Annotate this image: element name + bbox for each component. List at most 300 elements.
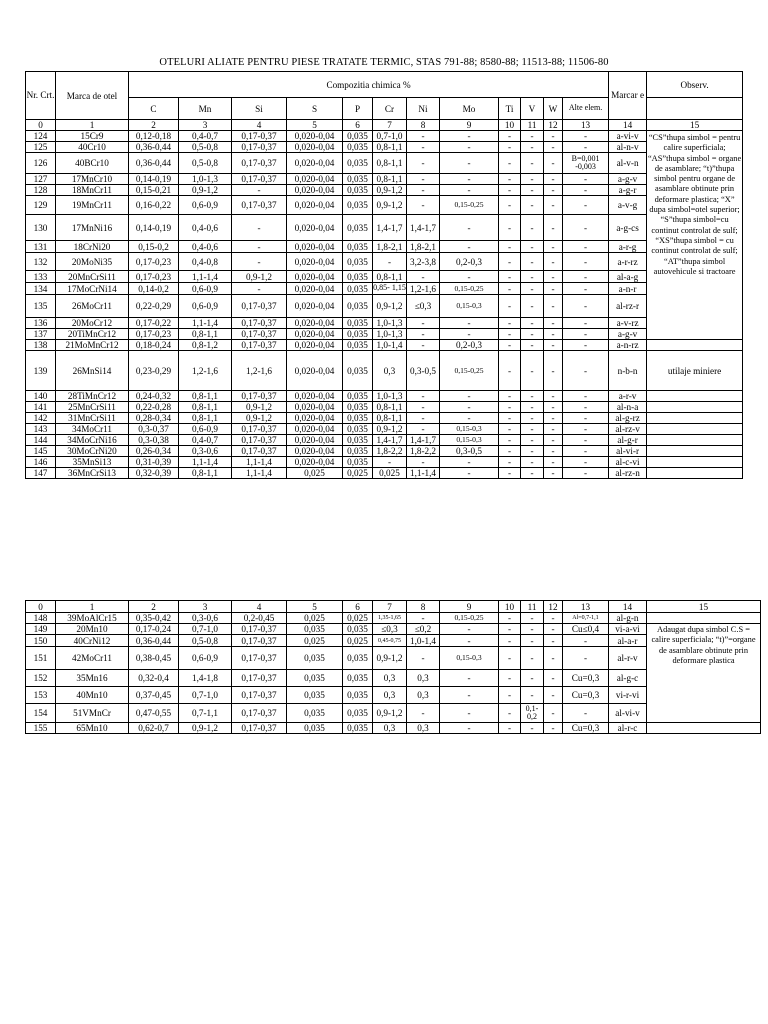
table-cell: 0,035	[287, 670, 343, 687]
table-cell: 0,035	[287, 723, 343, 734]
table-cell: 0,035	[343, 647, 373, 670]
table-cell: 150	[26, 635, 56, 647]
table-cell: 1,4-1,7	[407, 435, 440, 446]
column-number: 9	[440, 601, 499, 613]
table-cell: 0,035	[343, 253, 373, 271]
column-number: 10	[499, 601, 521, 613]
table-cell: -	[544, 340, 563, 351]
table-cell: -	[521, 153, 544, 174]
table-cell: 0,035	[343, 185, 373, 196]
table-cell: ≤0,3	[373, 624, 407, 635]
column-number: 0	[26, 120, 56, 131]
table-cell: -	[440, 271, 499, 283]
table-cell: 20Mn10	[56, 624, 129, 635]
table-cell: 0,020-0,04	[287, 196, 343, 215]
table-cell: -	[407, 413, 440, 424]
table-cell: -	[563, 185, 609, 196]
table-row	[26, 131, 743, 142]
table-row	[26, 391, 743, 402]
table-cell: 0,15-0,25	[440, 283, 499, 295]
table-cell: 145	[26, 446, 56, 457]
column-number: 15	[647, 601, 761, 613]
table-row	[26, 142, 743, 153]
table-cell: 0,4-0,6	[179, 215, 232, 241]
table-cell: -	[407, 185, 440, 196]
table-cell: 0,17-0,23	[129, 271, 179, 283]
table-cell: 0,85- 1,15	[373, 283, 407, 295]
table-cell: 139	[26, 351, 56, 391]
column-number: 9	[440, 120, 499, 131]
table-cell: 131	[26, 241, 56, 253]
table-cell: 154	[26, 704, 56, 723]
table-cell: -	[499, 351, 521, 391]
table-cell: -	[440, 153, 499, 174]
table-cell: 0,020-0,04	[287, 142, 343, 153]
table-cell: -	[521, 318, 544, 329]
table-cell: 0,025	[287, 468, 343, 479]
table-cell: -	[232, 253, 287, 271]
table-cell: -	[440, 704, 499, 723]
table-cell: -	[521, 131, 544, 142]
table-cell: -	[499, 446, 521, 457]
table-cell: a-r-rz	[609, 253, 647, 271]
table-row	[26, 468, 743, 479]
header-marca: Marca de otel	[56, 72, 129, 120]
table-cell: 0,9-1,2	[373, 424, 407, 435]
table-cell: 136	[26, 318, 56, 329]
table-cell: -	[440, 413, 499, 424]
table-row	[26, 318, 743, 329]
table-cell: -	[499, 318, 521, 329]
column-number: 13	[563, 601, 609, 613]
column-number: 15	[647, 120, 743, 131]
table-cell: 0,035	[343, 704, 373, 723]
table-cell: -	[407, 457, 440, 468]
table-cell: 25MnCrSi11	[56, 402, 129, 413]
table-cell: 1,0-1,3	[373, 329, 407, 340]
table-cell: 0,8-1,1	[373, 271, 407, 283]
table-cell: al-r-c	[609, 723, 647, 734]
table-cell: 20MnCrSi11	[56, 271, 129, 283]
table-cell: 0,035	[343, 624, 373, 635]
table-cell: 0,9-1,2	[373, 185, 407, 196]
table-cell: 0,17-0,37	[232, 647, 287, 670]
table-row	[26, 174, 743, 185]
table-cell: 0,45-0,75	[373, 635, 407, 647]
table-cell: -	[232, 283, 287, 295]
table-cell: 0,2-0,45	[232, 613, 287, 624]
observations-empty	[647, 413, 743, 424]
table-cell: 126	[26, 153, 56, 174]
table-cell: 0,17-0,37	[232, 635, 287, 647]
table-cell: 0,035	[343, 295, 373, 318]
table-cell: -	[499, 295, 521, 318]
table-cell: -	[440, 329, 499, 340]
table-cell: 18CrNi20	[56, 241, 129, 253]
table-cell: al-g-r	[609, 435, 647, 446]
table-cell: -	[544, 670, 563, 687]
table-cell: 0,14-0,19	[129, 174, 179, 185]
table-cell: 0,035	[343, 446, 373, 457]
table-cell: 1,1-1,4	[232, 468, 287, 479]
table-cell: 0,3-0,6	[179, 613, 232, 624]
table-cell: 0,17-0,37	[232, 131, 287, 142]
table-cell: ≤0,2	[407, 624, 440, 635]
table-cell: 0,17-0,23	[129, 329, 179, 340]
table-cell: 0,8-1,1	[179, 413, 232, 424]
table-cell: 0,17-0,37	[232, 174, 287, 185]
table-cell: -	[499, 142, 521, 153]
table-cell: 0,025	[287, 635, 343, 647]
table-cell: -	[440, 174, 499, 185]
table-cell: vi-a-vi	[609, 624, 647, 635]
column-number: 6	[343, 601, 373, 613]
table-cell: 152	[26, 670, 56, 687]
table-cell: 0,17-0,37	[232, 391, 287, 402]
table-cell: al-a-r	[609, 635, 647, 647]
table-cell: 0,020-0,04	[287, 435, 343, 446]
table-cell: al-vi-r	[609, 446, 647, 457]
table-cell: 0,1- 0,2	[521, 704, 544, 723]
table-cell: 0,38-0,45	[129, 647, 179, 670]
table-cell: 1,4-1,7	[407, 215, 440, 241]
table-cell: 40Mn10	[56, 687, 129, 704]
table-cell: 0,8-1,1	[373, 174, 407, 185]
table-cell: n-b-n	[609, 351, 647, 391]
table-cell: 0,020-0,04	[287, 185, 343, 196]
header-element: Ti	[499, 98, 521, 120]
table-cell: 40Cr10	[56, 142, 129, 153]
table-cell: 0,26-0,34	[129, 446, 179, 457]
table-cell: -	[407, 340, 440, 351]
header-observ: Observ.	[647, 72, 743, 98]
table-cell: -	[563, 241, 609, 253]
table-cell: 0,035	[287, 704, 343, 723]
table-cell: -	[563, 647, 609, 670]
table-cell: 1,0-1,3	[373, 318, 407, 329]
table-cell: 1,2-1,6	[179, 351, 232, 391]
table-cell: 1,8-2,1	[407, 241, 440, 253]
table-cell: 0,035	[343, 329, 373, 340]
table-cell: 0,020-0,04	[287, 295, 343, 318]
table-cell: -	[407, 153, 440, 174]
table-cell: -	[544, 424, 563, 435]
table-cell: 17MnCr10	[56, 174, 129, 185]
table-cell: -	[544, 153, 563, 174]
table-cell: -	[499, 241, 521, 253]
table-cell: Cu=0,3	[563, 687, 609, 704]
table-cell: 0,035	[343, 670, 373, 687]
table-cell: 127	[26, 174, 56, 185]
table-cell: -	[563, 131, 609, 142]
table-cell: 0,035	[343, 153, 373, 174]
table-cell: -	[440, 468, 499, 479]
table-cell: 0,025	[343, 613, 373, 624]
table-cell: 0,3	[373, 670, 407, 687]
table-cell: 0,035	[287, 624, 343, 635]
table-cell: 153	[26, 687, 56, 704]
table-cell: 144	[26, 435, 56, 446]
table-cell: -	[521, 413, 544, 424]
table-cell: 0,035	[343, 351, 373, 391]
table-cell: -	[544, 402, 563, 413]
table-cell: 1,1-1,4	[179, 318, 232, 329]
table-cell: a-g-r	[609, 185, 647, 196]
table-cell: 0,17-0,37	[232, 318, 287, 329]
table-cell: 20MoNi35	[56, 253, 129, 271]
table-cell: 0,035	[343, 457, 373, 468]
table-cell: 148	[26, 613, 56, 624]
table-cell: a-g-cs	[609, 215, 647, 241]
table-cell: 0,035	[343, 215, 373, 241]
table-cell: 129	[26, 196, 56, 215]
table-cell: -	[544, 624, 563, 635]
table-cell: 0,020-0,04	[287, 241, 343, 253]
table-cell: 0,035	[343, 413, 373, 424]
table-cell: 0,8-1,1	[373, 142, 407, 153]
table-cell: 130	[26, 215, 56, 241]
table-cell: -	[563, 142, 609, 153]
table-cell: 0,035	[343, 391, 373, 402]
table-cell: -	[521, 647, 544, 670]
table-cell: 1,0-1,3	[373, 391, 407, 402]
table-cell: Cu=0,3	[563, 670, 609, 687]
table-cell: 0,12-0,18	[129, 131, 179, 142]
table-cell: -	[544, 295, 563, 318]
column-number: 11	[521, 601, 544, 613]
table-cell: -	[521, 271, 544, 283]
table-cell: 20TiMnCr12	[56, 329, 129, 340]
table-cell: 124	[26, 131, 56, 142]
table-cell: 0,020-0,04	[287, 215, 343, 241]
table-cell: 0,035	[343, 196, 373, 215]
table-cell: 34MoCr11	[56, 424, 129, 435]
table-cell: -	[563, 196, 609, 215]
table-cell: 0,24-0,32	[129, 391, 179, 402]
table-cell: 0,37-0,45	[129, 687, 179, 704]
table-cell: 1,4-1,8	[179, 670, 232, 687]
table-cell: -	[499, 457, 521, 468]
table-cell: al-rz-n	[609, 468, 647, 479]
table-cell: 0,2-0,3	[440, 253, 499, 271]
table-cell: -	[521, 446, 544, 457]
table-cell: -	[521, 624, 544, 635]
table-cell: 1,2-1,6	[407, 283, 440, 295]
table-cell: -	[521, 391, 544, 402]
table-cell: 0,4-0,8	[179, 253, 232, 271]
table-cell: 0,17-0,37	[232, 624, 287, 635]
table-cell: 36MnCrSi13	[56, 468, 129, 479]
table-cell: 0,3-0,37	[129, 424, 179, 435]
table-row	[26, 723, 761, 734]
table-cell: -	[521, 142, 544, 153]
table-cell: -	[563, 329, 609, 340]
table-cell: 17MoCrNi14	[56, 283, 129, 295]
table-cell: -	[499, 391, 521, 402]
table-row	[26, 283, 743, 295]
table-cell: 1,0-1,4	[373, 340, 407, 351]
table-cell: 0,15-0,21	[129, 185, 179, 196]
column-number: 12	[544, 120, 563, 131]
table-row	[26, 295, 743, 318]
table-cell: -	[440, 142, 499, 153]
table-row	[26, 351, 743, 391]
table-cell: -	[521, 185, 544, 196]
column-number: 4	[232, 601, 287, 613]
table-row	[26, 424, 743, 435]
table-cell: -	[544, 215, 563, 241]
table-cell: 0,17-0,22	[129, 318, 179, 329]
table-cell: a-v-rz	[609, 318, 647, 329]
table-cell: -	[563, 340, 609, 351]
table-cell: 0,9-1,2	[373, 704, 407, 723]
table-cell: -	[232, 185, 287, 196]
table-cell: 0,15-0,3	[440, 424, 499, 435]
table-cell: -	[521, 340, 544, 351]
header-element: W	[544, 98, 563, 120]
table-cell: al-v-n	[609, 153, 647, 174]
table-cell: 0,17-0,23	[129, 253, 179, 271]
table-cell: 1,35-1,65	[373, 613, 407, 624]
observations-note: Adaugat dupa simbol C.S = calire superficiala; “t)”=organe de asamblare obtinute prin deformare plastica	[647, 624, 761, 723]
table-cell: -	[521, 457, 544, 468]
table-cell: -	[521, 283, 544, 295]
table-cell: 0,15-0,3	[440, 435, 499, 446]
table-cell: 0,8-1,2	[179, 340, 232, 351]
table-row	[26, 215, 743, 241]
table-cell: 0,8-1,1	[179, 468, 232, 479]
table-cell: 0,17-0,24	[129, 624, 179, 635]
table-cell: -	[499, 340, 521, 351]
table-cell: 42MoCr11	[56, 647, 129, 670]
table-cell: Al=0,7-1,1	[563, 613, 609, 624]
table-cell: 0,020-0,04	[287, 271, 343, 283]
column-number: 2	[129, 601, 179, 613]
table-cell: -	[521, 329, 544, 340]
table-cell: 0,15-0,25	[440, 613, 499, 624]
table-cell: 0,020-0,04	[287, 283, 343, 295]
table-cell: 0,17-0,37	[232, 435, 287, 446]
table-cell: 0,6-0,9	[179, 424, 232, 435]
table-cell: -	[544, 468, 563, 479]
table-cell: 18MnCr11	[56, 185, 129, 196]
table-row	[26, 435, 743, 446]
table-cell: 0,17-0,37	[232, 142, 287, 153]
table-cell: 0,3	[407, 723, 440, 734]
table-cell: -	[544, 329, 563, 340]
table-cell: 0,3	[373, 351, 407, 391]
table-cell: 1,4-1,7	[373, 435, 407, 446]
table-cell: 1,4-1,7	[373, 215, 407, 241]
table-cell: -	[544, 174, 563, 185]
table-cell: -	[544, 391, 563, 402]
observations-empty	[647, 457, 743, 468]
column-number: 14	[609, 120, 647, 131]
table-cell: 0,5-0,8	[179, 635, 232, 647]
table-row	[26, 613, 761, 624]
column-number: 10	[499, 120, 521, 131]
table-cell: -	[440, 131, 499, 142]
table-cell: 0,7-1,0	[179, 687, 232, 704]
table-cell: -	[440, 687, 499, 704]
table-cell: 0,8-1,1	[179, 402, 232, 413]
table-cell: -	[563, 424, 609, 435]
table-row	[26, 185, 743, 196]
table-cell: 0,9-1,2	[232, 271, 287, 283]
table-cell: 0,6-0,9	[179, 283, 232, 295]
table-cell: 65Mn10	[56, 723, 129, 734]
table-cell: 0,23-0,29	[129, 351, 179, 391]
table-cell: 0,15-0,25	[440, 196, 499, 215]
table-cell: 17MnNi16	[56, 215, 129, 241]
table-cell: -	[407, 271, 440, 283]
table-cell: -	[563, 468, 609, 479]
table-cell: 0,020-0,04	[287, 446, 343, 457]
table-cell: 0,035	[343, 131, 373, 142]
table-cell: 0,8-1,1	[179, 329, 232, 340]
column-number: 4	[232, 120, 287, 131]
table-cell: 0,5-0,8	[179, 153, 232, 174]
table-cell: 0,8-1,1	[373, 413, 407, 424]
table-cell: -	[407, 196, 440, 215]
table-cell: -	[373, 253, 407, 271]
column-number: 11	[521, 120, 544, 131]
table-cell: -	[563, 295, 609, 318]
table-cell: 0,035	[343, 283, 373, 295]
table-cell: 0,035	[343, 318, 373, 329]
table-row	[26, 241, 743, 253]
table-cell: 0,9-1,2	[179, 723, 232, 734]
table-cell: 0,025	[343, 468, 373, 479]
table-cell: -	[440, 318, 499, 329]
table-cell: -	[440, 635, 499, 647]
table-cell: 0,32-0,4	[129, 670, 179, 687]
table-cell: 35MnSi13	[56, 457, 129, 468]
table-cell: al-rz-r	[609, 295, 647, 318]
table-cell: 0,36-0,44	[129, 635, 179, 647]
table-cell: 0,035	[343, 174, 373, 185]
column-number: 5	[287, 120, 343, 131]
table-cell: 0,020-0,04	[287, 153, 343, 174]
table-cell: -	[544, 457, 563, 468]
table-cell: 0,17-0,37	[232, 295, 287, 318]
table-cell: 0,9-1,2	[232, 402, 287, 413]
table-cell: -	[563, 215, 609, 241]
column-number: 3	[179, 601, 232, 613]
table-cell: -	[544, 613, 563, 624]
table-cell: 0,5-0,8	[179, 142, 232, 153]
table-cell: -	[499, 670, 521, 687]
table-cell: 28TiMnCr12	[56, 391, 129, 402]
column-number: 8	[407, 120, 440, 131]
table-cell: -	[563, 253, 609, 271]
table-cell: 15Cr9	[56, 131, 129, 142]
table-cell: 0,15-0,3	[440, 647, 499, 670]
table-cell: -	[232, 241, 287, 253]
table-cell: al-n-a	[609, 402, 647, 413]
table-cell: 0,17-0,37	[232, 723, 287, 734]
table-cell: Cu≤0,4	[563, 624, 609, 635]
table-cell: 0,47-0,55	[129, 704, 179, 723]
table-cell: -	[440, 185, 499, 196]
header-nr-crt: Nr. Crt.	[26, 72, 56, 120]
table-cell: 0,035	[343, 402, 373, 413]
table-cell: 138	[26, 340, 56, 351]
table-cell: -	[544, 241, 563, 253]
table-cell: a-vi-v	[609, 131, 647, 142]
table-cell: 0,3-0,38	[129, 435, 179, 446]
table-cell: vi-r-vi	[609, 687, 647, 704]
